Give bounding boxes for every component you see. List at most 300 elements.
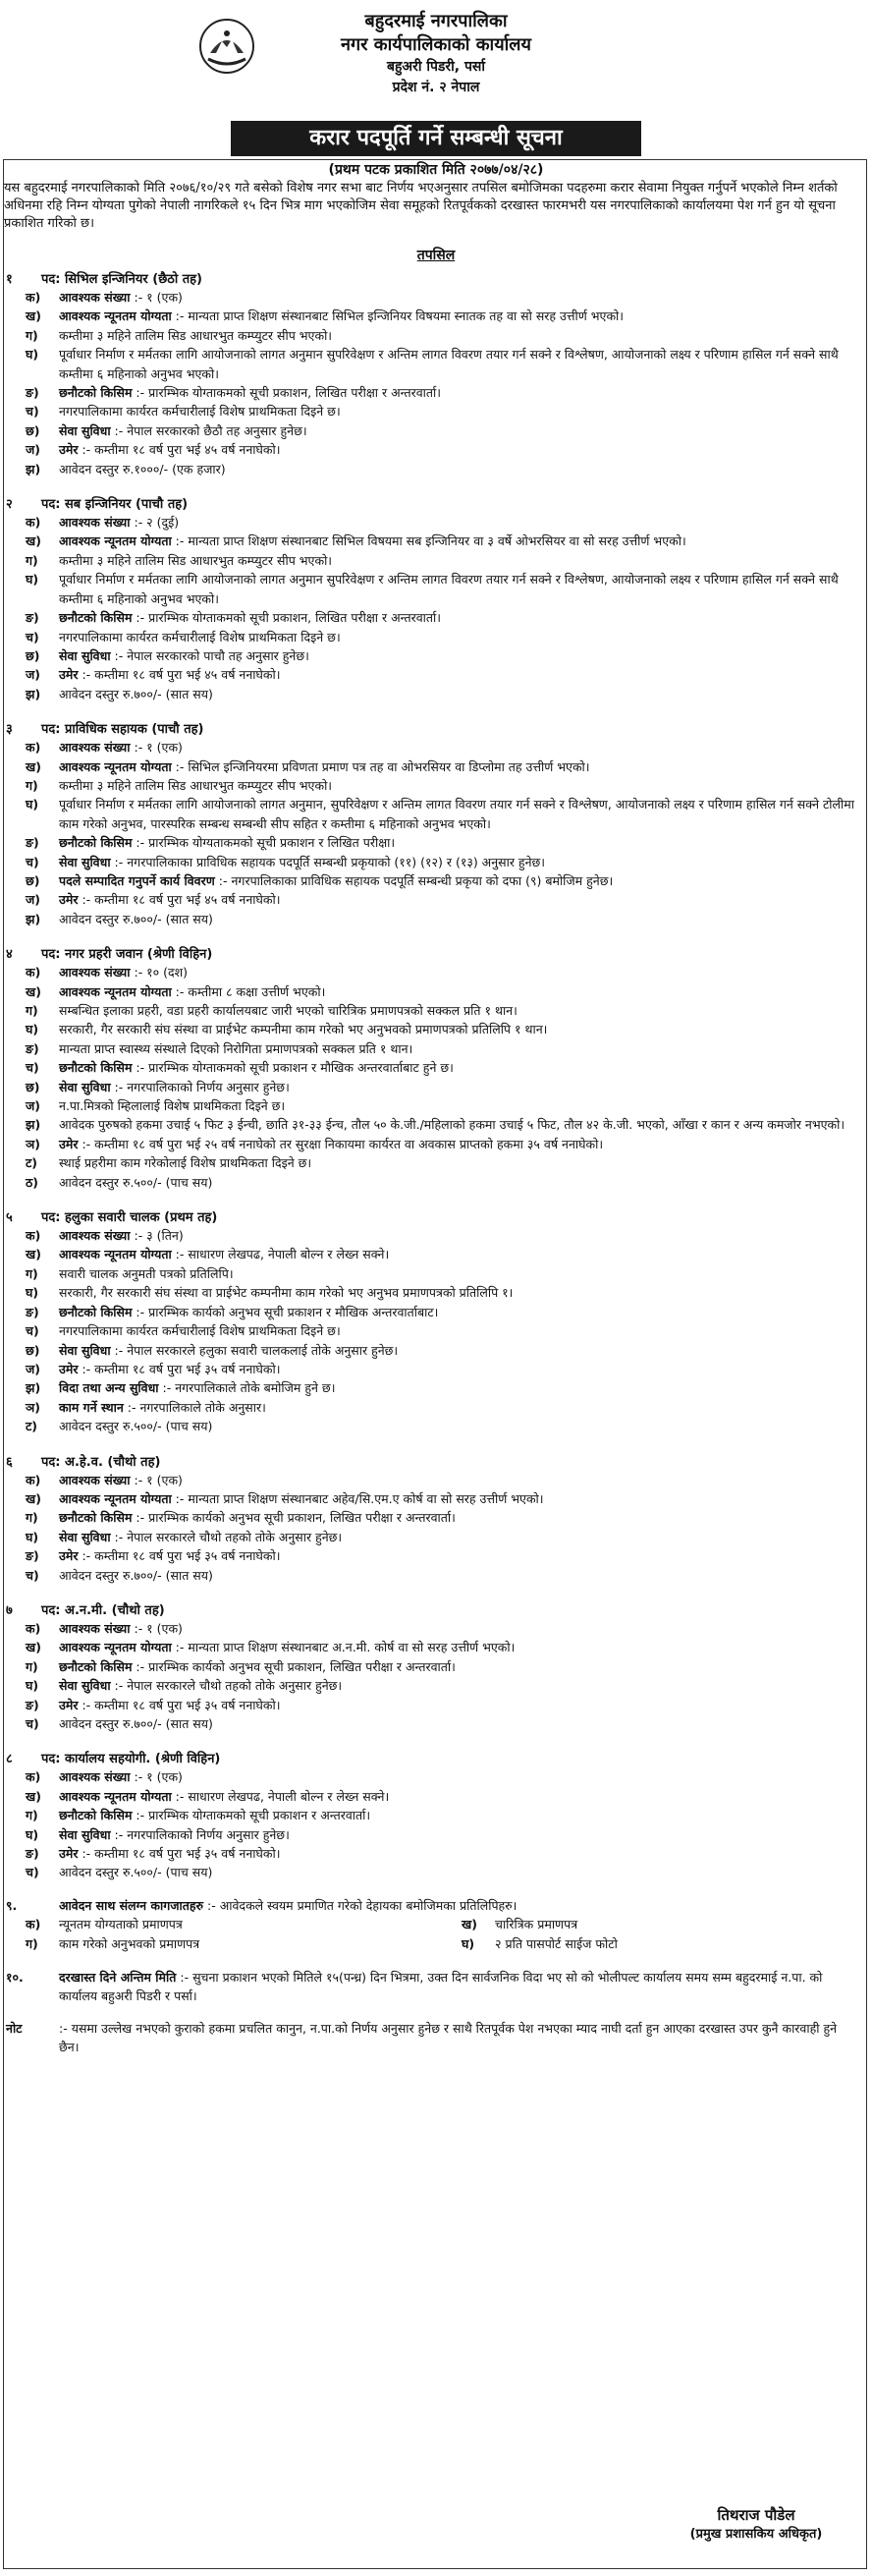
requirement-item <box>0 440 872 459</box>
item-marker: ङ) <box>26 1304 39 1319</box>
requirement-item <box>0 608 872 627</box>
note-label: नोट <box>6 2020 23 2036</box>
requirement-item <box>0 1078 872 1096</box>
document-item: काम गरेको अनुभवको प्रमाणपत्र <box>59 1935 200 1951</box>
office-header <box>0 10 872 98</box>
item-marker: ग) <box>26 327 38 343</box>
item-marker: ङ) <box>26 1040 39 1056</box>
item-marker: ख) <box>26 533 41 549</box>
item-text: आवेदन दस्तुर रु.५००/- (पाच सय) <box>59 1419 213 1434</box>
item-label: छनौटको किसिम <box>59 1658 133 1674</box>
item-label: आवश्यक न्यूनतम योग्यता <box>59 533 172 549</box>
item-text: :- कम्तीमा १८ वर्ष पुरा भई ३५ वर्ष ननाघेको। <box>82 1548 281 1564</box>
item-label: उमेर <box>59 1136 79 1151</box>
requirement-item <box>0 1638 872 1656</box>
item-marker: ञ) <box>26 1136 40 1151</box>
item-text: :- प्रारम्भिक कार्यको अनुभव सूची प्रकाशन, लिखित परीक्षा र अन्तरवार्ता। <box>136 1510 456 1526</box>
item-text: :- नगरपालिकाको निर्णय अनुसार हुनेछ। <box>114 1079 290 1094</box>
item-label: उमेर <box>59 1846 79 1862</box>
item-text: कम्तीमा ३ महिने तालिम सिड आधारभुत कम्प्युटर सीप भएको। <box>59 552 333 568</box>
document-marker: घ) <box>462 1935 475 1951</box>
position-header <box>0 942 872 963</box>
item-marker: ङ) <box>26 1697 39 1712</box>
document-item: चारित्रिक प्रमाणपत्र <box>495 1916 578 1932</box>
item-marker: च) <box>26 1323 39 1339</box>
item-text: मान्यता प्राप्त स्वास्थ्य संस्थाले दिएको निरोगिता प्रमाणपत्रको सक्कल प्रति १ थान। <box>59 1040 413 1056</box>
item-marker: ट) <box>26 1419 38 1434</box>
requirement-item <box>0 1115 872 1134</box>
item-text: :- कम्तीमा १८ वर्ष पुरा भई ३५ वर्ष ननाघेको। <box>82 1697 281 1712</box>
item-marker: ङ) <box>26 610 39 626</box>
requirement-item <box>0 871 872 890</box>
section-spacer <box>0 1585 872 1598</box>
item-label: सेवा सुविधा <box>59 422 111 438</box>
requirement-item <box>0 1264 872 1283</box>
item-text: :- नेपाल सरकारले चौथो तहको तोके अनुसार हुनेछ। <box>114 1529 343 1544</box>
position-section <box>0 942 872 1192</box>
requirement-item <box>0 1657 872 1676</box>
signatory-designation: (प्रमुख प्रशासकिय अधिकृत) <box>689 2527 823 2542</box>
item-marker: घ) <box>26 1529 39 1544</box>
item-marker: ज) <box>26 1098 40 1114</box>
deadline-section <box>0 1968 872 2005</box>
section-spacer <box>0 928 872 942</box>
document-item: न्यूनतम योग्यताको प्रमाणपत्र <box>59 1916 183 1932</box>
item-label: आवश्यक संख्या <box>59 1620 131 1636</box>
item-label: सेवा सुविधा <box>59 1342 111 1358</box>
item-label: छनौटको किसिम <box>59 1060 133 1076</box>
item-text: :- मान्यता प्राप्त शिक्षण संस्थानबाट अहेव/सि.एम.ए कोर्ष वा सो सरह उत्तीर्ण भएको। <box>175 1490 544 1506</box>
item-text: :- कम्तीमा १८ वर्ष पुरा भई ४५ वर्ष ननाघेको। <box>82 442 281 458</box>
requirement-item <box>0 853 872 871</box>
item-marker: ग) <box>26 1808 38 1823</box>
position-title: पद: हलुका सवारी चालक (प्रथम तह) <box>41 1210 218 1226</box>
notice-title: करार पदपूर्ति गर्ने सम्बन्धी सूचना <box>231 121 641 156</box>
item-text: :- १ (एक) <box>134 290 183 305</box>
item-text: नगरपालिकामा कार्यरत कर्मचारीलाई विशेष प्राथमिकता दिइने छ। <box>59 1323 341 1339</box>
section-spacer <box>0 1733 872 1747</box>
item-text: नगरपालिकामा कार्यरत कर्मचारीलाई विशेष प्राथमिकता दिइने छ। <box>59 404 341 420</box>
item-text: :- नेपाल सरकारले हलुका सवारी चालकलाई तोके अनुसार हुनेछ। <box>114 1342 399 1358</box>
item-text: :- १ (एक) <box>134 740 183 756</box>
item-text: :- नगरपालिकाका प्राविधिक सहायक पदपूर्ति सम्बन्धी प्रकृयाको (११) (१२) र (१३) अनुसार हुनेछ। <box>114 854 546 869</box>
requirement-item <box>0 1020 872 1038</box>
requirement-item <box>0 665 872 684</box>
item-text: :- मान्यता प्राप्त शिक्षण संस्थानबाट सिभिल इन्जिनियर विषयमा स्नातक तह वा सो सरह उत्तीर्ण भएको। <box>175 308 625 324</box>
item-text: :- १ (एक) <box>134 1620 183 1636</box>
requirement-item <box>0 1096 872 1115</box>
item-marker: क) <box>26 1472 41 1487</box>
position-number: २ <box>6 497 13 513</box>
item-label: आवश्यक न्यूनतम योग्यता <box>59 1788 172 1804</box>
documents-row <box>0 1915 872 1934</box>
requirement-item <box>0 1528 872 1546</box>
item-marker: क) <box>26 1769 41 1785</box>
requirement-item <box>0 890 872 909</box>
item-text: :- १ (एक) <box>134 1769 183 1785</box>
item-text: :- नेपाल सरकारको पाचौ तह अनुसार हुनेछ। <box>114 647 309 663</box>
municipality-name: बहुदरमाई नगरपालिका <box>364 11 508 31</box>
document-marker: क) <box>26 1916 41 1932</box>
item-label: उमेर <box>59 1548 79 1564</box>
item-text: सरकारी, गैर सरकारी संघ संस्था वा प्राईभेट कम्पनीमा काम गरेको भए अनुभव प्रमाणपत्रको प्रतिलिपि १। <box>59 1285 514 1301</box>
requirement-item <box>0 1153 872 1172</box>
item-text: :- नगरपालिकाका प्राविधिक सहायक पदपूर्ति सम्बन्धी प्रकृया को दफा (९) बमोजिम हुनेछ। <box>218 872 614 888</box>
item-marker: घ) <box>26 797 39 812</box>
item-label: उमेर <box>59 1361 79 1376</box>
position-number: ७ <box>6 1602 13 1618</box>
item-marker: ङ) <box>26 835 39 851</box>
requirement-item <box>0 646 872 665</box>
position-number: ८ <box>6 1752 13 1767</box>
item-marker: ङ) <box>26 1846 39 1862</box>
item-text: :- प्रारम्भिक योग्यताकमको सूची प्रकाशन र लिखित परीक्षा। <box>136 835 396 851</box>
requirement-item <box>0 1058 872 1077</box>
item-marker: च) <box>26 629 39 644</box>
item-marker: ज) <box>26 667 40 683</box>
item-text: :- ३ (तिन) <box>134 1228 184 1244</box>
requirement-item <box>0 307 872 325</box>
requirement-item <box>0 1360 872 1378</box>
item-text: :- नगरपालिकाको निर्णय अनुसार हुनेछ। <box>114 1826 290 1842</box>
item-label: आवश्यक न्यूनतम योग्यता <box>59 1247 172 1262</box>
requirement-item <box>0 288 872 307</box>
item-text: सम्बन्धित इलाका प्रहरी, वडा प्रहरी कार्यालयबाट जारी भएको चारित्रिक प्रमाणपत्रको सक्कल प्रति १ थान। <box>59 1003 518 1018</box>
requirement-item <box>0 757 872 776</box>
signatory-name: तिथराज पौडेल <box>717 2506 795 2524</box>
requirement-item <box>0 1135 872 1153</box>
item-text: आवेदन दस्तुर रु.७००/- (सात सय) <box>59 911 213 926</box>
item-text: :- प्रारम्भिक योग्ताकमको सूची प्रकाशन र अन्तरवार्ता। <box>136 1808 371 1823</box>
item-text: सरकारी, गैर सरकारी संघ संस्था वा प्राईभेट कम्पनीमा काम गरेको भए अनुभवको प्रमाणपत्रको प्रतिलिपि १ थान। <box>59 1022 548 1037</box>
item-text: पूर्वाधार निर्माण र मर्मतका लागि आयोजनाको लागत अनुमान, सुपरिवेक्षण र अन्तिम लागत विवरण तयार गर्न सक्ने र विश्लेषण, आयोजनाको लक्ष्य र परिणाम हासिल गर्न सक्ने टोलीमा काम गरेको अनुभव, पारस्परिक सम्बन्ध सम्बन्धी सीप सहित र कम्तीमा ६ महिनाको अनुभव भएको। <box>59 797 854 831</box>
item-marker: घ) <box>26 1678 39 1694</box>
item-text: आवेदक पुरुषको हकमा उचाई ५ फिट ३ ईन्ची, छाति ३१-३३ ईन्च, तौल ५० के.जी./महिलाको हकमा उचाई ५ फिट, तौल ४२ के.जी. भएको, आँखा र कान र अन्य कमजोर नभएको। <box>59 1117 845 1133</box>
requirement-item <box>0 1489 872 1508</box>
item-marker: घ) <box>26 347 39 363</box>
item-text: :- साधारण लेखपढ, नेपाली बोल्न र लेख्न सक्ने। <box>175 1788 390 1804</box>
item-text: :- मान्यता प्राप्त शिक्षण संस्थानबाट सिभिल विषयमा सब इन्जिनियर वा ३ वर्षे ओभरसियर वा सो सरह उत्तीर्ण भएको। <box>175 533 686 549</box>
item-marker: च) <box>26 1060 39 1076</box>
item-text: आवेदन दस्तुर रु.७००/- (सात सय) <box>59 1567 213 1583</box>
requirement-item <box>0 1471 872 1489</box>
item-text: :- प्रारम्भिक कार्यको अनुभव सूची प्रकाशन, लिखित परीक्षा र अन्तरवार्ता। <box>136 1658 456 1674</box>
section-spacer <box>0 703 872 717</box>
requirement-item <box>0 738 872 756</box>
item-text: :- १० (दश) <box>134 965 189 980</box>
position-title: पद: प्राविधिक सहायक (पाचौ तह) <box>41 722 204 738</box>
section-spacer <box>0 478 872 492</box>
item-label: आवश्यक न्यूनतम योग्यता <box>59 1640 172 1655</box>
item-marker: ज) <box>26 1361 40 1376</box>
position-title: पद: नगर प्रहरी जवान (श्रेणी विहिन) <box>41 947 213 963</box>
item-label: छनौटको किसिम <box>59 610 133 626</box>
requirement-item <box>0 982 872 1001</box>
item-marker: छ) <box>26 872 40 888</box>
item-text: :- प्रारम्भिक कार्यको अनुभव सूची प्रकाशन र मौखिक अन्तरवार्ताबाट। <box>136 1304 439 1319</box>
requirement-item <box>0 1676 872 1695</box>
item-text: सवारी चालक अनुमती पत्रको प्रतिलिपि। <box>59 1265 234 1281</box>
requirement-item <box>0 1398 872 1417</box>
item-label: आवश्यक न्यूनतम योग्यता <box>59 758 172 774</box>
position-header <box>0 717 872 738</box>
requirement-item <box>0 1787 872 1806</box>
position-header <box>0 1747 872 1767</box>
requirement-item <box>0 345 872 383</box>
requirement-item <box>0 1039 872 1058</box>
item-label: काम गर्ने स्थान <box>59 1399 124 1415</box>
requirement-item <box>0 833 872 852</box>
item-text: :- नेपाल सरकारले चौथो तहको तोके अनुसार हुनेछ। <box>114 1678 343 1694</box>
item-label: आवश्यक संख्या <box>59 965 131 980</box>
item-text: :- सिभिल इन्जिनियरमा प्रविणता प्रमाण पत्र तह वा ओभरसियर वा डिप्लोमा तह उत्तीर्ण भएको। <box>175 758 590 774</box>
documents-header <box>0 1896 872 1915</box>
requirement-item <box>0 1508 872 1527</box>
item-text: स्थाई प्रहरीमा काम गरेकोलाई विशेष प्राथमिकता दिइने छ। <box>59 1155 312 1171</box>
item-label: छनौटको किसिम <box>59 1510 133 1526</box>
item-marker: ग) <box>26 1510 38 1526</box>
requirement-item <box>0 421 872 440</box>
item-text: :- २ (दुई) <box>134 515 180 531</box>
item-marker: झ) <box>26 1117 41 1133</box>
publication-date: (प्रथम पटक प्रकाशित मिति २०७७/०४/२८) <box>328 162 544 178</box>
position-number: ४ <box>6 947 13 963</box>
item-marker: ख) <box>26 1490 41 1506</box>
item-marker: ख) <box>26 1247 41 1262</box>
item-marker: झ) <box>26 1380 41 1396</box>
position-header <box>0 1450 872 1471</box>
item-label: सेवा सुविधा <box>59 1529 111 1544</box>
item-marker: ङ) <box>26 385 39 401</box>
item-text: :- साधारण लेखपढ, नेपाली बोल्न र लेख्न सक्ने। <box>175 1247 390 1262</box>
item-marker: ख) <box>26 983 41 999</box>
item-marker: क) <box>26 1228 41 1244</box>
item-label: आवश्यक संख्या <box>59 515 131 531</box>
position-number: १ <box>6 272 13 287</box>
item-marker: च) <box>26 854 39 869</box>
item-marker: छ) <box>26 422 40 438</box>
item-marker: च) <box>26 1567 39 1583</box>
item-marker: झ) <box>26 911 41 926</box>
item-text: कम्तीमा ३ महिने तालिम सिड आधारभुत कम्प्युटर सीप भएको। <box>59 777 333 793</box>
item-marker: ग) <box>26 777 38 793</box>
item-text: आवेदन दस्तुर रु.७००/- (सात सय) <box>59 686 213 701</box>
deadline-text: :- सुचना प्रकाशन भएको मितिले १५(पन्ध्र) दिन भित्रमा, उक्त दिन सार्वजनिक विदा भए सो को भोलीपल्ट कार्यालय समय सम्म बहुदरमाई न.पा. को कार्यालय बहुअरी पिडरी र पर्सा। <box>59 1969 823 2003</box>
office-name: नगर कार्यपालिकाको कार्यालय <box>341 34 531 55</box>
item-marker: क) <box>26 740 41 756</box>
position-title: पद: अ.न.मी. (चौथो तह) <box>41 1602 165 1618</box>
item-marker: ख) <box>26 1640 41 1655</box>
document-item: २ प्रति पासपोर्ट साईज फोटो <box>495 1935 618 1951</box>
item-marker: घ) <box>26 1022 39 1037</box>
requirement-item <box>0 795 872 833</box>
requirement-item <box>0 1825 872 1844</box>
requirement-item <box>0 326 872 345</box>
item-label: आवश्यक संख्या <box>59 1769 131 1785</box>
requirement-item <box>0 1321 872 1340</box>
requirement-item <box>0 1696 872 1714</box>
item-marker: ख) <box>26 308 41 324</box>
requirement-item <box>0 685 872 703</box>
item-label: आवश्यक संख्या <box>59 740 131 756</box>
requirement-item <box>0 1341 872 1360</box>
item-marker: ग) <box>26 1003 38 1018</box>
position-section <box>0 1205 872 1435</box>
documents-row <box>0 1934 872 1954</box>
position-section <box>0 267 872 478</box>
item-label: विदा तथा अन्य सुविधा <box>59 1380 159 1396</box>
item-text: :- नेपाल सरकारको छैठौ तह अनुसार हुनेछ। <box>114 422 307 438</box>
position-section <box>0 717 872 928</box>
item-label: छनौटको किसिम <box>59 1304 133 1319</box>
item-text: :- कम्तीमा ८ कक्षा उत्तीर्ण भएको। <box>175 983 326 999</box>
item-marker: ख) <box>26 1788 41 1804</box>
requirement-item <box>0 963 872 981</box>
item-text: :- कम्तीमा १८ वर्ष पुरा भई ४५ वर्ष ननाघेको। <box>82 667 281 683</box>
item-text: :- नगरपालिकाले तोके अनुसार। <box>127 1399 266 1415</box>
item-marker: ठ) <box>26 1174 38 1190</box>
item-marker: ग) <box>26 1658 38 1674</box>
item-text: :- कम्तीमा १८ वर्ष पुरा भई ३५ वर्ष ननाघेको। <box>82 1361 281 1376</box>
item-label: सेवा सुविधा <box>59 1079 111 1094</box>
item-marker: ग) <box>26 552 38 568</box>
requirement-item <box>0 532 872 550</box>
item-marker: ञ) <box>26 1399 40 1415</box>
requirement-item <box>0 1844 872 1863</box>
position-title: पद: कार्यालय सहयोगी. (श्रेणी विहिन) <box>41 1752 221 1767</box>
position-title: पद: अ.हे.व. (चौथो तह) <box>41 1454 161 1470</box>
item-text: :- कम्तीमा १८ वर्ष पुरा भई २५ वर्ष ननाघेको तर सुरक्षा निकायमा कार्यरत वा अवकास प्राप्तको हकमा ३५ वर्ष ननाघेको। <box>82 1136 604 1151</box>
item-text: न.पा.मित्रको म्हिलालाई विशेष प्राथमिकता दिइने छ। <box>59 1098 286 1114</box>
item-marker: ङ) <box>26 1548 39 1564</box>
position-header <box>0 1205 872 1226</box>
position-header <box>0 492 872 513</box>
deadline-label: दरखास्त दिने अन्तिम मिति <box>59 1969 177 1985</box>
position-header <box>0 267 872 288</box>
item-marker: घ) <box>26 572 39 588</box>
item-label: उमेर <box>59 667 79 683</box>
item-marker: क) <box>26 290 41 305</box>
note-section <box>0 2019 872 2056</box>
documents-number: ९. <box>6 1897 18 1913</box>
item-marker: छ) <box>26 647 40 663</box>
item-marker: ट) <box>26 1155 38 1171</box>
item-label: आवश्यक संख्या <box>59 290 131 305</box>
requirement-item <box>0 628 872 646</box>
item-marker: च) <box>26 1865 39 1880</box>
position-section <box>0 1450 872 1585</box>
item-marker: ज) <box>26 892 40 908</box>
item-text: :- कम्तीमा १८ वर्ष पुरा भई ३५ वर्ष ननाघेको। <box>82 1846 281 1862</box>
item-text: :- १ (एक) <box>134 1472 183 1487</box>
item-label: छनौटको किसिम <box>59 835 133 851</box>
positions-list <box>0 267 872 2056</box>
requirement-item <box>0 1417 872 1435</box>
requirement-item <box>0 776 872 795</box>
position-header <box>0 1598 872 1619</box>
position-number: ३ <box>6 722 13 738</box>
item-marker: क) <box>26 515 41 531</box>
item-text: नगरपालिकामा कार्यरत कर्मचारीलाई विशेष प्राथमिकता दिइने छ। <box>59 629 341 644</box>
requirement-item <box>0 460 872 478</box>
position-title: पद: सिभिल इन्जिनियर (छैठो तह) <box>41 272 203 287</box>
item-marker: क) <box>26 965 41 980</box>
item-text: :- प्रारम्भिक योग्ताकमको सूची प्रकाशन, लिखित परीक्षा र अन्तरवार्ता। <box>136 610 442 626</box>
item-marker: झ) <box>26 461 41 476</box>
item-text: कम्तीमा ३ महिने तालिम सिड आधारभुत कम्प्युटर सीप भएको। <box>59 327 333 343</box>
document-marker: ख) <box>462 1916 477 1932</box>
item-marker: छ) <box>26 1342 40 1358</box>
requirement-item <box>0 1546 872 1565</box>
item-text: आवेदन दस्तुर रु.५००/- (पाच सय) <box>59 1865 213 1880</box>
position-number: ६ <box>6 1454 13 1470</box>
item-marker: घ) <box>26 1826 39 1842</box>
item-label: छनौटको किसिम <box>59 1808 133 1823</box>
documents-section <box>0 1896 872 1954</box>
requirement-item <box>0 1378 872 1397</box>
position-section <box>0 1747 872 1881</box>
section-spacer <box>0 1954 872 1968</box>
item-text: :- प्रारम्भिक योग्ताकमको सूची प्रकाशन र मौखिक अन्तरवार्ताबाट हुने छ। <box>136 1060 454 1076</box>
item-marker: घ) <box>26 1285 39 1301</box>
documents-text: :- आवेदकले स्वयम प्रमाणित गरेको देहायका बमोजिमका प्रतिलिपिहरु। <box>207 1897 518 1913</box>
item-marker: ग) <box>26 1265 38 1281</box>
requirement-item <box>0 1303 872 1321</box>
item-marker: ज) <box>26 442 40 458</box>
item-text: आवेदन दस्तुर रु.७००/- (सात सय) <box>59 1716 213 1731</box>
item-label: उमेर <box>59 1697 79 1712</box>
requirement-item <box>0 1767 872 1786</box>
signature-block <box>658 2505 854 2545</box>
deadline-number: १०. <box>6 1969 24 1985</box>
requirement-item <box>0 1173 872 1192</box>
section-spacer <box>0 1192 872 1205</box>
item-label: आवश्यक न्यूनतम योग्यता <box>59 1490 172 1506</box>
item-label: सेवा सुविधा <box>59 854 111 869</box>
position-section <box>0 492 872 703</box>
item-text: :- प्रारम्भिक योग्ताकमको सूची प्रकाशन, लिखित परीक्षा र अन्तरवार्ता। <box>136 385 442 401</box>
office-address: बहुअरी पिडरी, पर्सा <box>386 59 485 75</box>
requirement-item <box>0 1001 872 1020</box>
item-label: आवश्यक संख्या <box>59 1472 131 1487</box>
item-label: सेवा सुविधा <box>59 1678 111 1694</box>
item-marker: च) <box>26 404 39 420</box>
requirement-item <box>0 551 872 570</box>
intro-paragraph: यस बहुदरमाई नगरपालिकाको मिति २०७६/१०/२९ गते बसेको विशेष नगर सभा बाट निर्णय भएअनुसार तपसिल बमोजिमका पदहरुमा करार सेवामा नियुक्त गर्नुपर्ने भएकोले निम्न शर्तको अधिनमा रहि निम्न योग्यता पुगेको नेपाली नागरिकले १५ दिन भित्र माग भएकोजिम सेवा समूहको रितपूर्वकको दरखास्त फारमभरी यस नगरपालिकाको कार्यालयमा पेश गर्न हुन यो सूचना प्रकाशित गरिको छ। <box>4 181 838 231</box>
item-marker: ख) <box>26 758 41 774</box>
requirement-item <box>0 1566 872 1585</box>
item-text: पूर्वाधार निर्माण र मर्मतका लागि आयोजनाको लागत अनुमान सुपरिवेक्षण र अन्तिम लागत विवरण तयार गर्न सक्ने र विश्लेषण, आयोजनाको लक्ष्य र परिणाम हासिल गर्न सक्ने साथै कम्तीमा ६ महिनाको अनुभव भएको। <box>59 347 839 381</box>
requirement-item <box>0 1226 872 1245</box>
schedule-heading: तपसिल <box>416 248 456 263</box>
requirement-item <box>0 513 872 532</box>
item-label: आवश्यक संख्या <box>59 1228 131 1244</box>
requirement-item <box>0 910 872 928</box>
item-label: सेवा सुविधा <box>59 1826 111 1842</box>
requirement-item <box>0 1863 872 1881</box>
item-label: छनौटको किसिम <box>59 385 133 401</box>
item-label: सेवा सुविधा <box>59 647 111 663</box>
item-text: :- कम्तीमा १८ वर्ष पुरा भई ४५ वर्ष ननाघेको। <box>82 892 281 908</box>
section-spacer <box>0 1436 872 1450</box>
item-label: पदले सम्पादित गनुपर्ने कार्य विवरण <box>59 872 215 888</box>
position-number: ५ <box>6 1210 13 1226</box>
item-text: :- मान्यता प्राप्त शिक्षण संस्थानबाट अ.न.मी. कोर्ष वा सो सरह उत्तीर्ण भएको। <box>175 1640 516 1655</box>
position-section <box>0 1598 872 1733</box>
item-marker: छ) <box>26 1079 40 1094</box>
item-label: आवश्यक न्यूनतम योग्यता <box>59 983 172 999</box>
item-marker: झ) <box>26 686 41 701</box>
